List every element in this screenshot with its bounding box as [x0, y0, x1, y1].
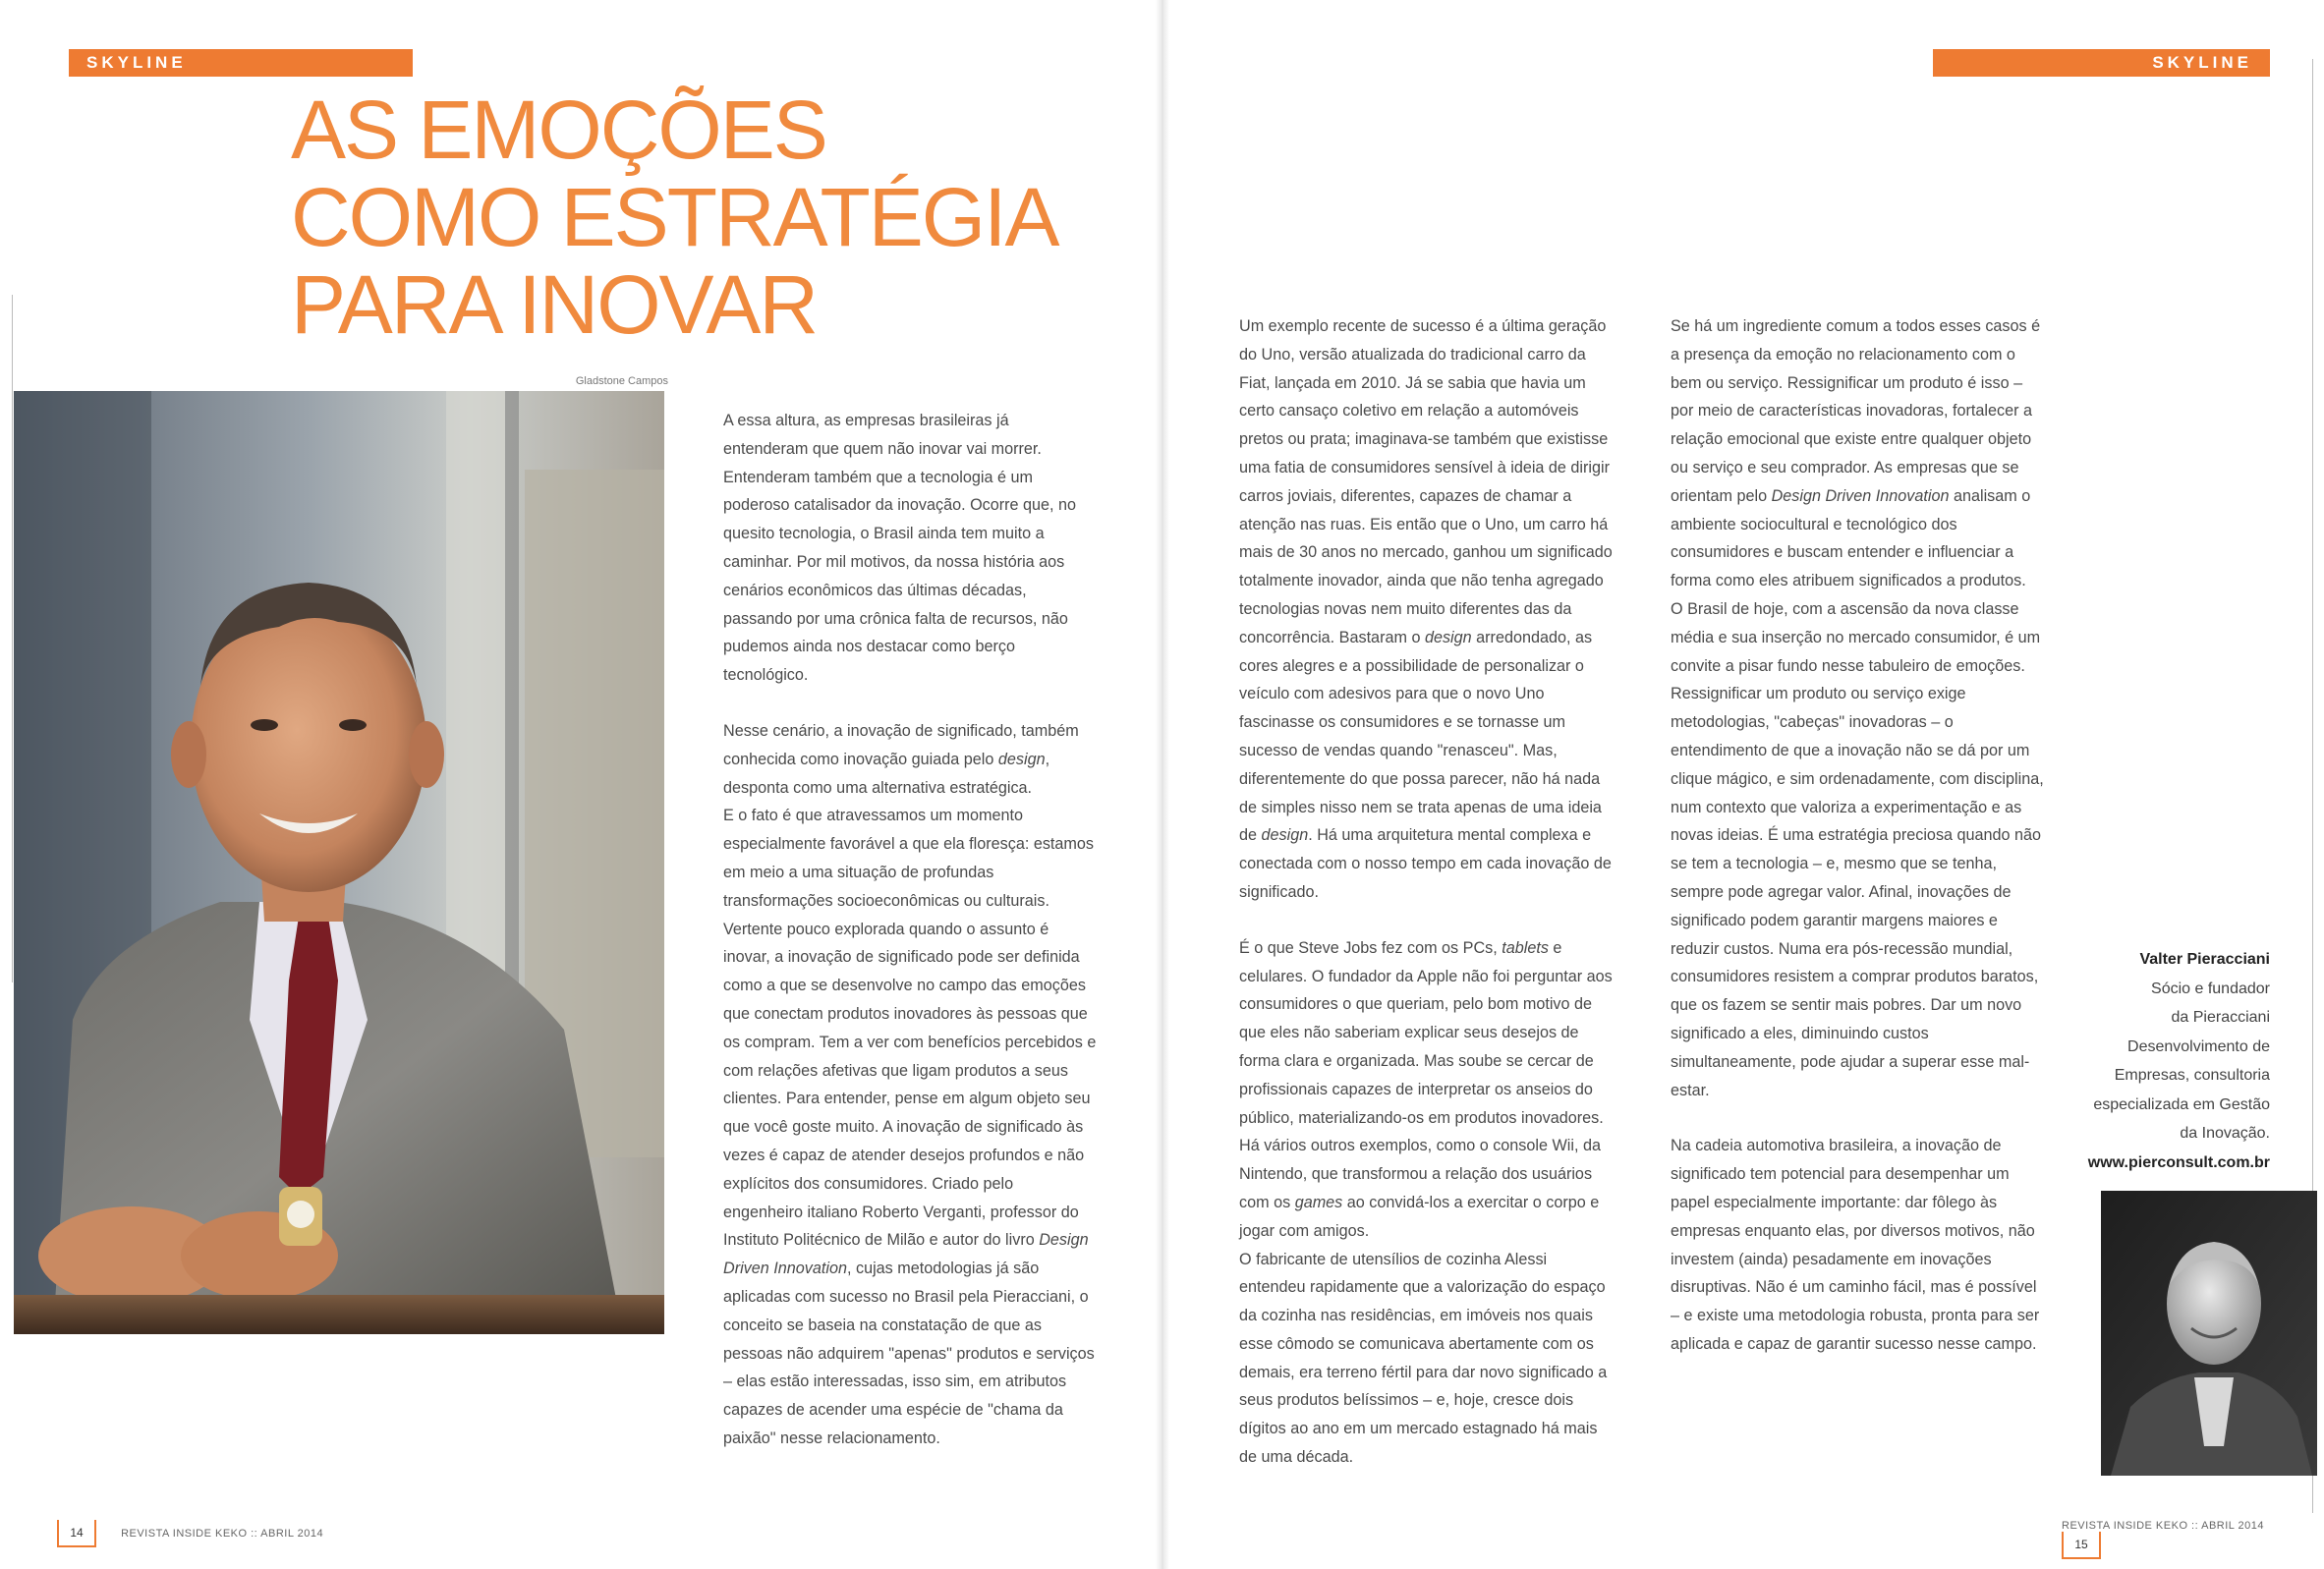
headline-line-2: COMO ESTRATÉGIA: [291, 171, 1058, 263]
author-website[interactable]: www.pierconsult.com.br: [2087, 1153, 2270, 1171]
col3-paragraph-3: Na cadeia automotiva brasileira, a inovação de significado tem potencial para desempenhar um papel especialmente importante: dar fôlego às empresas enquanto elas, por diversos motivos, não investem (ainda) pesadamente em inovações disruptivas. Não é um caminho fácil, mas é possível – e existe uma metodologia robusta, pronta para ser aplicada e capaz de garantir sucesso nesse campo.: [1671, 1137, 2040, 1353]
page-number-right: 15: [2062, 1532, 2101, 1559]
publication-line-right: REVISTA INSIDE KEKO :: ABRIL 2014: [2062, 1520, 2265, 1532]
folio-left: [57, 1520, 323, 1547]
article-column-2: [1239, 312, 1617, 1499]
article-column-1: [723, 407, 1097, 1481]
col2-paragraph-3: O fabricante de utensílios de cozinha Alessi entendeu rapidamente que a valorização do espaço da cozinha nas residências, em imóveis nos quais esse cômodo se comunicava abertamente com os demais, era terreno fértil para dar novo significado a seus produtos belíssimos – e, hoje, cresce dois dígitos ao ano em um mercado estagnado há mais de uma década.: [1239, 1250, 1608, 1467]
author-bio: [2083, 945, 2270, 1177]
left-margin-rule: [12, 295, 13, 982]
headline-line-3: PARA INOVAR: [291, 258, 818, 351]
author-role-line: Sócio e fundador: [2151, 980, 2270, 997]
page-gutter: [1156, 0, 1169, 1569]
author-role-line: Empresas, consultoria: [2114, 1067, 2270, 1084]
col2-paragraph-1: Um exemplo recente de sucesso é a última geração do Uno, versão atualizada do tradicional carro da Fiat, lançada em 2010. Já se sabia que havia um certo cansaço coletivo em relação a automóveis pretos ou prata; imaginava-se também que existisse uma fatia de consumidores sensível à ideia de dirigir carros joviais, diferentes, capazes de chamar a atenção nas ruas. Eis então que o Uno, um carro há mais de 30 anos no mercado, ganhou um significado totalmente inovador, ainda que não tenha agregado tecnologias novas nem muito diferentes das da concorrência. Bastaram o design arredondado, as cores alegres e a possibilidade de personalizar o veículo com adesivos para que o novo Uno fascinasse os consumidores e se tornasse um sucesso de vendas quando "renasceu". Mas, diferentemente do que possa parecer, não há nada de simples nisso nem se trata apenas de uma ideia de design. Há uma arquitetura mental complexa e conectada com o nosso tempo em cada inovação de significado.: [1239, 317, 1613, 901]
col1-paragraph-2: Nesse cenário, a inovação de significado, também conhecida como inovação guiada pelo design, desponta como uma alternativa estratégica.: [723, 721, 1079, 797]
author-role-line: especializada em Gestão: [2093, 1095, 2270, 1113]
publication-line-left: REVISTA INSIDE KEKO :: ABRIL 2014: [121, 1528, 324, 1540]
col1-paragraph-1: A essa altura, as empresas brasileiras já entenderam que quem não inovar vai morrer. Entenderam também que a tecnologia é um poderoso catalisador da inovação. Ocorre que, no quesito tecnologia, o Brasil ainda tem muito a caminhar. Por mil motivos, da nossa história aos cenários econômicos das últimas décadas, passando por uma crônica falta de recursos, não pudemos ainda nos destacar como berço tecnológico.: [723, 412, 1077, 685]
author-role-line: da Inovação.: [2180, 1125, 2270, 1142]
col3-paragraph-2: O Brasil de hoje, com a ascensão da nova classe média e sua inserção no mercado consumidor, é um convite a pisar fundo nesse tabuleiro de emoções. Ressignificar um produto ou serviço exige metodologias, "cabeças" inovadoras – o entendimento de que a inovação não se dá por um clique mágico, e sim ordenadamente, com disciplina, num contexto que valoriza a experimentação e as novas ideias. É uma estratégia preciosa quando não se tem a tecnologia – e, mesmo que se tenha, sempre pode agregar valor. Afinal, inovações de significado podem garantir margens maiores e reduzir custos. Numa era pós-recessão mundial, consumidores resistem a comprar produtos baratos, que os fazem se sentir mais pobres. Dar um novo significado a eles, diminuindo custos simultaneamente, pode ajudar a superar esse mal-estar.: [1671, 599, 2044, 1099]
col2-paragraph-2: É o que Steve Jobs fez com os PCs, tablets e celulares. O fundador da Apple não foi perguntar aos consumidores o que queriam, pelo bom motivo de que eles não saberiam explicar seus desejos de forma clara e organizada. Mas soube se cercar de profissionais capazes de interpretar os anseios do público, materializando-os em produtos inovadores. Há vários outros exemplos, como o console Wii, da Nintendo, que transformou a relação dos usuários com os games ao convidá-los a exercitar o corpo e jogar com amigos.: [1239, 938, 1613, 1240]
author-name: Valter Pieracciani: [2139, 951, 2270, 968]
author-role-line: Desenvolvimento de: [2127, 1037, 2270, 1055]
folio-right: [2062, 1520, 2324, 1559]
headline-line-1: AS EMOÇÕES: [291, 84, 826, 176]
col1-paragraph-3: E o fato é que atravessamos um momento especialmente favorável a que ela floresça: estamos em meio a uma situação de profundas transformações socioeconômicas ou culturais. Vertente pouco explorada quando o assunto é inovar, a inovação de significado pode ser definida como a que se desenvolve no campo das emoções que conectam produtos inovadores às pessoas que os compram. Tem a ver com benefícios percebidos e com relações afetivas que ligam produtos a seus clientes. Para entender, pense em algum objeto seu que você goste muito. A inovação de significado às vezes é capaz de atender desejos profundos e não explícitos dos consumidores. Criado pelo engenheiro italiano Roberto Verganti, professor do Instituto Politécnico de Milão e autor do livro Design Driven Innovation, cujas metodologias já são aplicadas com sucesso no Brasil pela Pieracciani, o conceito se baseia na constatação de que as pessoas não adquirem "apenas" produtos e serviços – elas estão interessadas, isso sim, em atributos capazes de acender uma espécie de "chama da paixão" nesse relacionamento.: [723, 807, 1097, 1447]
article-headline: [291, 86, 1136, 349]
author-role-line: da Pieracciani: [2171, 1009, 2270, 1026]
section-label-left: SKYLINE: [69, 49, 413, 77]
author-photo: [2101, 1191, 2317, 1476]
col3-paragraph-1: Se há um ingrediente comum a todos esses casos é a presença da emoção no relacionamento com o bem ou serviço. Ressignificar um produto é isso – por meio de características inovadoras, fortalecer a relação emocional que existe entre qualquer objeto ou serviço e seu comprador. As empresas que se orientam pelo Design Driven Innovation analisam o ambiente sociocultural e tecnológico dos consumidores e buscam entender e influenciar a forma como eles atribuem significados a produtos.: [1671, 317, 2041, 590]
page-number-left: 14: [57, 1520, 96, 1547]
article-column-3: [1671, 312, 2049, 1386]
section-label-right: SKYLINE: [1933, 49, 2270, 77]
portrait-photo: [14, 391, 664, 1334]
photo-credit: Gladstone Campos: [575, 375, 668, 387]
